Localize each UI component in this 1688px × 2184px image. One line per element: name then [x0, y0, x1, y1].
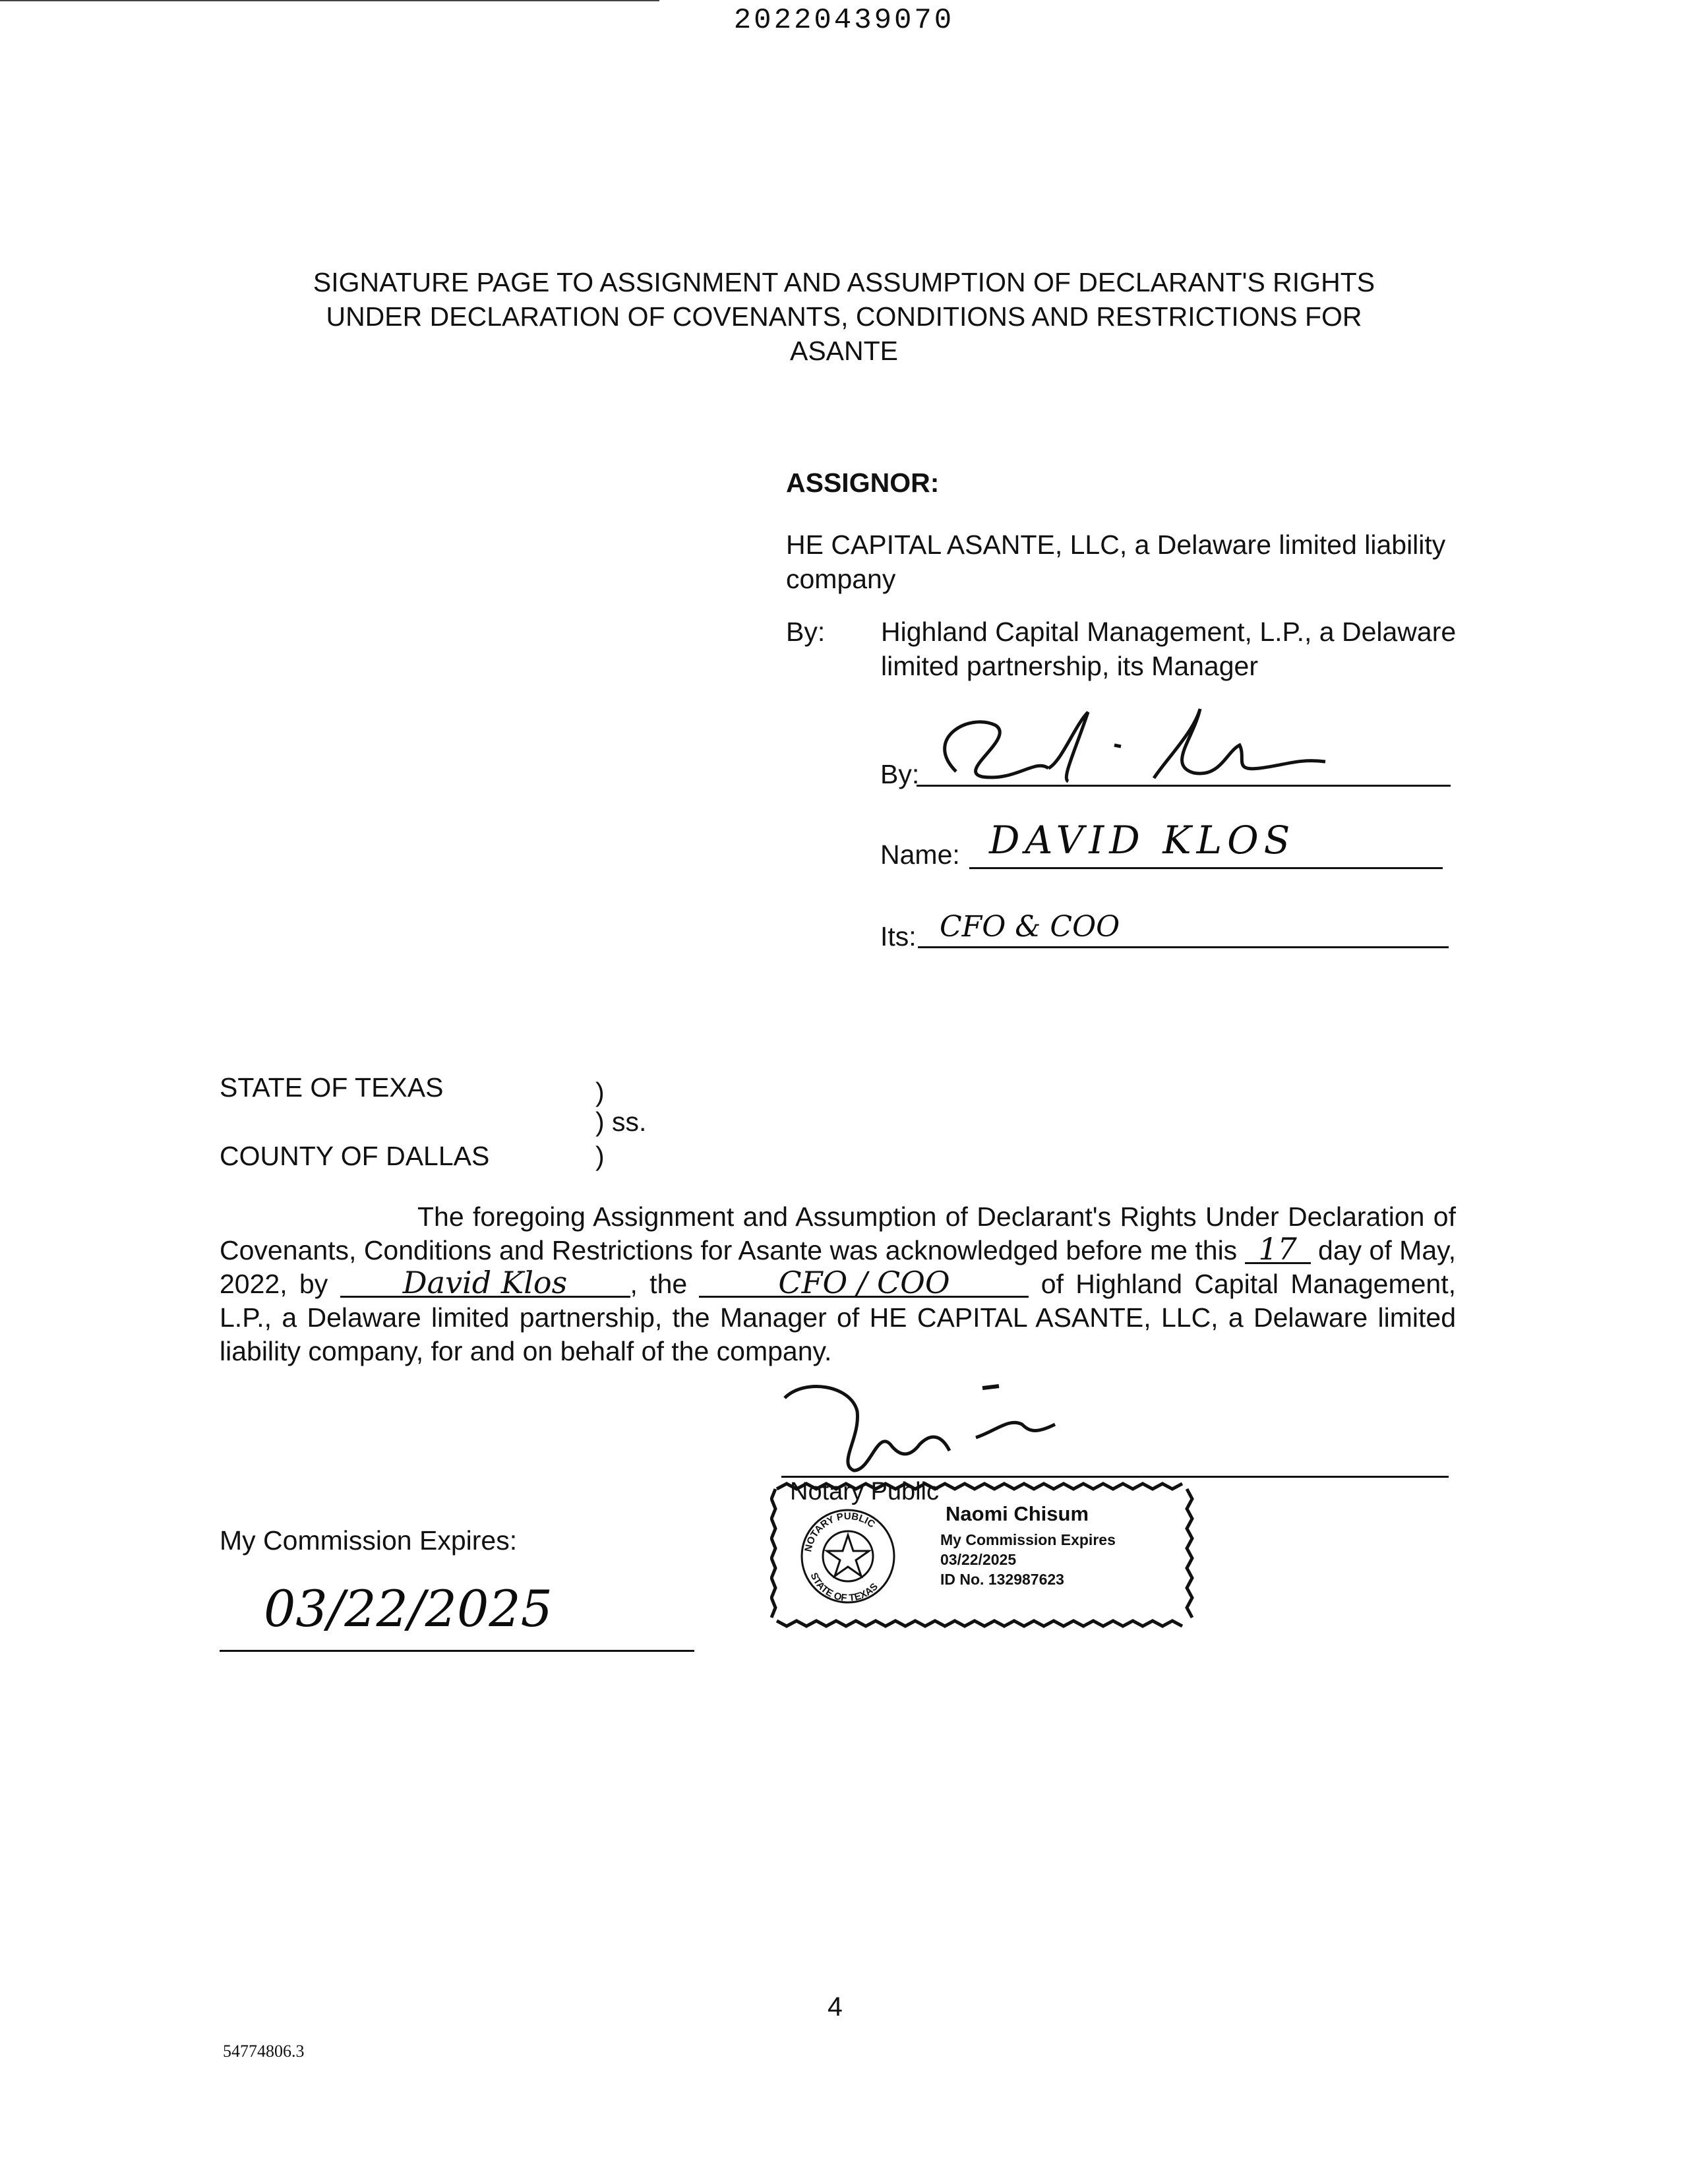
- venue-state: STATE OF TEXAS: [220, 1072, 444, 1103]
- notary-stamp-date: 03/22/2025: [940, 1551, 1017, 1568]
- seal-text-bottom: STATE OF TEXAS: [808, 1571, 880, 1604]
- venue-paren-top: ): [595, 1077, 605, 1107]
- notary-signature: [778, 1372, 1147, 1477]
- page-number: 4: [828, 1991, 843, 2022]
- notary-label: Notary Public: [790, 1478, 939, 1505]
- seal-text-top: NOTARY PUBLIC: [802, 1510, 878, 1553]
- acknowledgment-paragraph: [220, 1200, 1456, 1368]
- commission-line: [220, 1650, 694, 1652]
- ack-by-name: David Klos: [340, 1269, 630, 1298]
- commission-date: 03/22/2025: [264, 1579, 553, 1638]
- footer-doc-id: 54774806.3: [223, 2042, 305, 2061]
- top-rule: [0, 0, 659, 1]
- venue-county: COUNTY OF DALLAS: [220, 1141, 490, 1171]
- ack-title: CFO / COO: [699, 1269, 1029, 1298]
- assignor-label: ASSIGNOR:: [786, 468, 940, 498]
- ack-text-4: of Highland Capital Management, L.P., a Delaware limited partnership, the Manager of HE CAPITAL ASANTE, LLC, a Delaware limited liability company, for and on behalf of the company.: [220, 1269, 1456, 1366]
- assignor-entity: HE CAPITAL ASANTE, LLC, a Delaware limited liability company: [786, 530, 1446, 594]
- document-number: 20220439070: [733, 4, 955, 37]
- title-line-3: ASANTE: [789, 336, 899, 366]
- signature-by-label: By:: [880, 759, 920, 789]
- ack-day: 17: [1245, 1236, 1311, 1264]
- title-line-1: SIGNATURE PAGE TO ASSIGNMENT AND ASSUMPTION OF DECLARANT'S RIGHTS: [313, 267, 1375, 297]
- ack-text-2: day of May, 2022, by: [220, 1235, 1456, 1299]
- svg-text:STATE OF TEXAS: [808, 1571, 880, 1604]
- its-line: [918, 946, 1449, 948]
- name-line: [969, 867, 1443, 869]
- notary-stamp-name: Naomi Chisum: [946, 1502, 1089, 1525]
- manager-block: [786, 615, 1524, 683]
- title-line-2: UNDER DECLARATION OF COVENANTS, CONDITIONS AND RESTRICTIONS FOR: [326, 301, 1362, 332]
- page-title: [198, 265, 1490, 368]
- ack-text-3: , the: [630, 1269, 688, 1299]
- venue-paren-bottom: ): [595, 1141, 605, 1171]
- venue-ss: ) ss.: [595, 1107, 647, 1137]
- notary-stamp-commission: My Commission Expires: [940, 1531, 1116, 1548]
- assignor-block: [786, 466, 1524, 683]
- name-value: DAVID KLOS: [989, 818, 1296, 863]
- manager-by-label: By:: [786, 617, 826, 647]
- its-label: Its:: [880, 921, 917, 952]
- name-label: Name:: [880, 839, 960, 870]
- commission-label: My Commission Expires:: [220, 1525, 518, 1556]
- notary-stamp-id: ID No. 132987623: [940, 1571, 1064, 1588]
- assignor-signature: [917, 699, 1378, 791]
- ack-text-1: The foregoing Assignment and Assumption of Declarant's Rights Under Declaration of Covenants, Conditions and Restrictions for Asante was acknowledged before me this: [220, 1201, 1456, 1265]
- its-value: CFO & COO: [940, 910, 1120, 944]
- manager-text: Highland Capital Management, L.P., a Delaware limited partnership, its Manager: [881, 617, 1457, 681]
